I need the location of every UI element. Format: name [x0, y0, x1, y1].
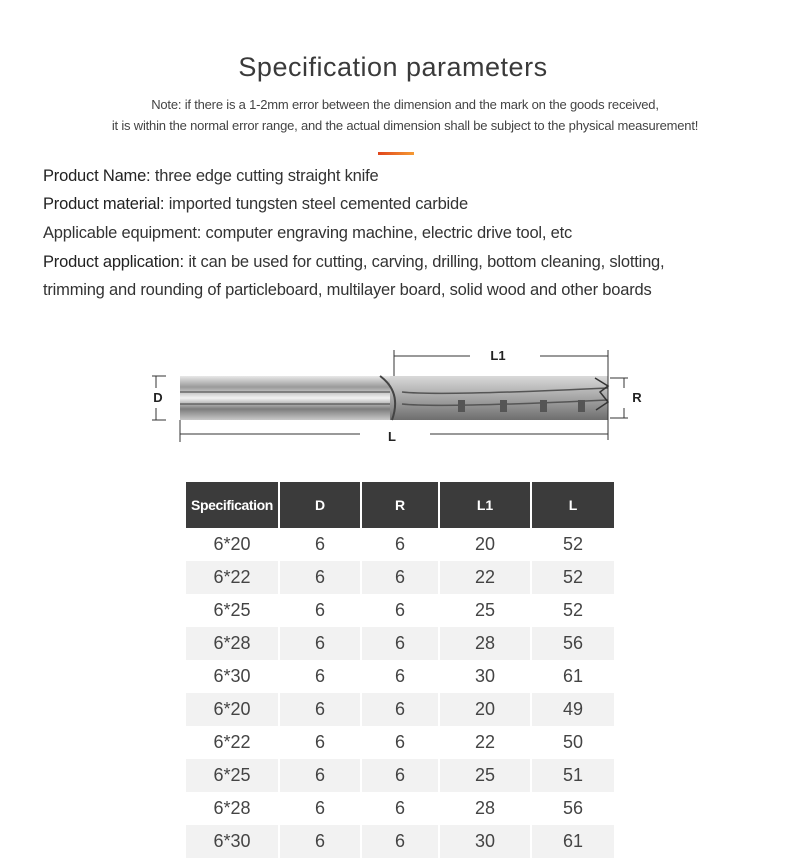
product-application-line: [43, 253, 664, 272]
cell-specification: 6*30: [186, 825, 279, 858]
cell-l: 49: [531, 693, 614, 726]
table-row: [186, 726, 614, 759]
cell-d: 6: [279, 660, 361, 693]
cell-l: 56: [531, 627, 614, 660]
header-l1: L1: [439, 482, 531, 528]
table-row: [186, 627, 614, 660]
cell-l1: 20: [439, 528, 531, 561]
cell-l1: 22: [439, 726, 531, 759]
cell-d: 6: [279, 693, 361, 726]
cell-l: 52: [562, 534, 584, 554]
cell-r: 6: [361, 693, 439, 726]
label-d: D: [153, 390, 163, 405]
table-row: [186, 792, 614, 825]
cell-d: 6: [279, 627, 361, 660]
cell-l1: 30: [439, 660, 531, 693]
table-row: [186, 528, 614, 561]
header-d: D: [279, 482, 361, 528]
cell-l1: 25: [439, 594, 531, 627]
cell-specification: 6*28: [186, 792, 279, 825]
table-row: [186, 660, 614, 693]
cell-d: 6: [279, 825, 361, 858]
cell-r: 6: [361, 627, 439, 660]
cell-r: 6: [361, 726, 439, 759]
cell-specification: 6*28: [186, 627, 279, 660]
cell-d: 6: [279, 726, 361, 759]
cell-specification: 6*20: [186, 528, 279, 561]
cell-specification: 6*22: [186, 561, 279, 594]
table-row: [186, 561, 614, 594]
applicable-equipment-line: Applicable equipment: computer engraving machine, electric drive tool, etc: [43, 224, 573, 242]
table-header-row: [186, 482, 614, 528]
cell-r: 6: [361, 528, 439, 561]
cell-l1: 30: [439, 825, 531, 858]
label-r: R: [632, 390, 642, 405]
product-application-continued: trimming and rounding of particleboard, multilayer board, solid wood and other boards: [43, 281, 652, 299]
cell-l: 50: [562, 732, 584, 752]
cell-l1: 25: [439, 759, 531, 792]
cell-l: 61: [562, 666, 584, 686]
label-l1: L1: [490, 348, 506, 363]
cell-d: 6: [279, 594, 361, 627]
cell-specification: 6*30: [186, 660, 279, 693]
cutter-flute: [390, 376, 608, 420]
cell-r: 6: [361, 660, 439, 693]
header-specification: Specification: [186, 482, 279, 528]
table-row: [186, 693, 614, 726]
cell-d: 6: [279, 759, 361, 792]
note-line-1: Note: if there is a 1-2mm error between the dimension and the mark on the goods received,: [151, 97, 659, 112]
cell-d: 6: [279, 792, 361, 825]
product-material-line: [43, 195, 468, 214]
cell-l: 52: [531, 561, 614, 594]
cell-l1: 22: [439, 561, 531, 594]
cutter-dimension-diagram: [140, 330, 660, 460]
cell-r: 6: [361, 561, 439, 594]
cell-r: 6: [361, 825, 439, 858]
cell-l: 56: [562, 798, 584, 818]
cell-specification: 6*25: [186, 759, 279, 792]
product-application-value: it can be used for cutting, carving, drilling, bottom cleaning, slotting,: [183, 253, 665, 271]
table-row: [186, 759, 614, 792]
product-name-label: Product Name:: [43, 167, 151, 185]
cell-l: 52: [562, 600, 584, 620]
product-name-value: three edge cutting straight knife: [150, 167, 379, 185]
cell-l1: 20: [439, 693, 531, 726]
cell-l1: 28: [439, 627, 531, 660]
cutter-shank: [180, 376, 390, 420]
cell-r: 6: [361, 594, 439, 627]
cell-l: 51: [531, 759, 614, 792]
specification-table: [186, 482, 614, 858]
cell-r: 6: [361, 792, 439, 825]
cell-l: 61: [531, 825, 614, 858]
cell-specification: 6*25: [186, 594, 279, 627]
cell-d: 6: [279, 528, 361, 561]
table-row: [186, 594, 614, 627]
cell-l1: 28: [439, 792, 531, 825]
product-application-label: Product application:: [43, 253, 184, 271]
header-l: L: [531, 482, 614, 528]
product-material-label: Product material:: [43, 195, 165, 213]
title-accent-bar: [378, 152, 414, 155]
table-row: [186, 825, 614, 858]
page-title: Specification parameters: [238, 52, 548, 82]
product-name-line: [43, 167, 378, 186]
header-r: R: [361, 482, 439, 528]
cell-r: 6: [361, 759, 439, 792]
label-l: L: [388, 429, 396, 444]
cell-d: 6: [279, 561, 361, 594]
cell-specification: 6*22: [186, 726, 279, 759]
note-line-2: it is within the normal error range, and the actual dimension shall be subject to the physical measurement!: [111, 118, 699, 133]
cell-specification: 6*20: [186, 693, 279, 726]
product-material-value: imported tungsten steel cemented carbide: [164, 195, 468, 213]
